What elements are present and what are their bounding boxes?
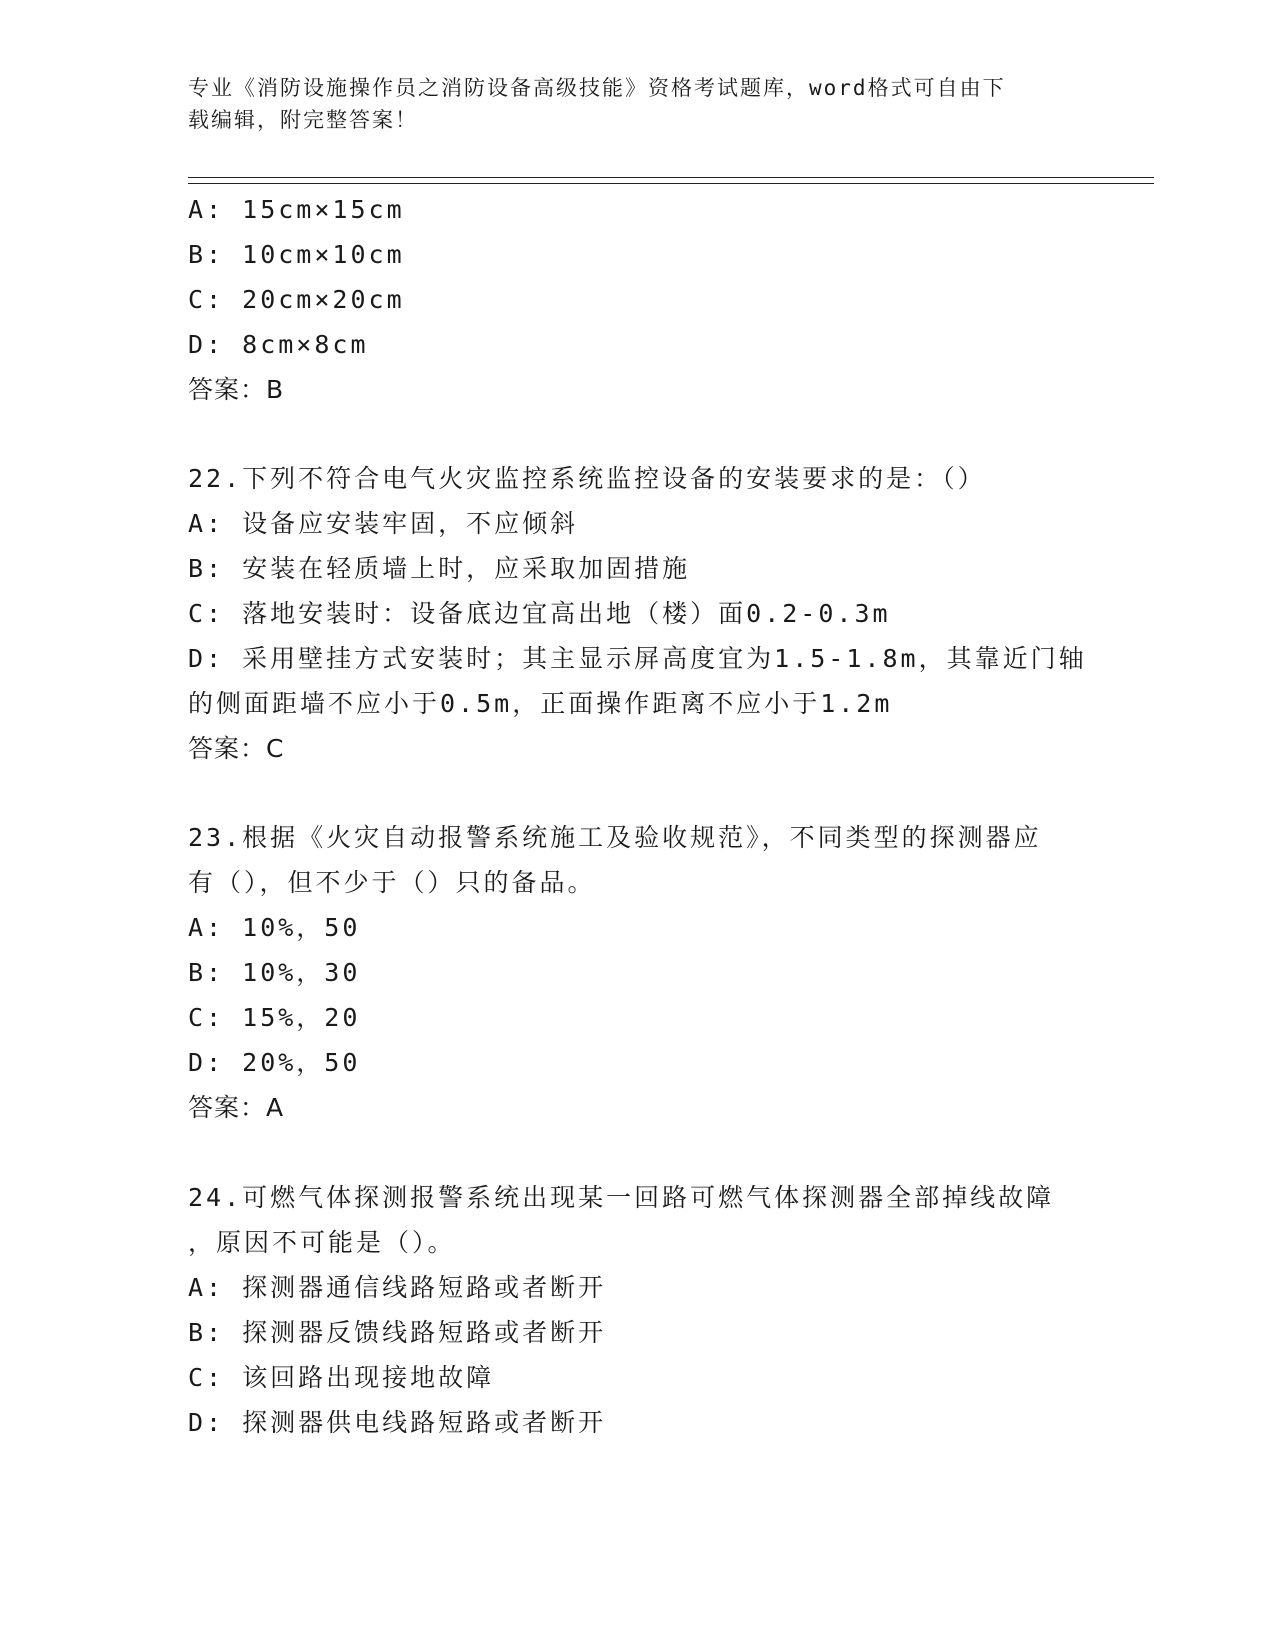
q23-stem-line-2: 有（），但不少于（）只的备品。 [188,868,596,897]
q23-option-d: D: 20%，50 [188,1048,361,1077]
q24-option-c: C: 该回路出现接地故障 [188,1363,495,1392]
q24-option-b: B: 探测器反馈线路短路或者断开 [188,1318,607,1347]
q21-option-c: C: 20cm×20cm [188,285,405,314]
q22-option-b: B: 安装在轻质墙上时，应采取加固措施 [188,554,691,583]
q22-option-c: C: 落地安装时：设备底边宜高出地（楼）面0.2-0.3m [188,599,891,628]
q22-option-d-line-1: D: 采用壁挂方式安装时；其主显示屏高度宜为1.5-1.8m，其靠近门轴 [188,644,1087,673]
q21-option-a: A: 15cm×15cm [188,195,405,224]
q24-stem-line-1: 24.可燃气体探测报警系统出现某一回路可燃气体探测器全部掉线故障 [188,1183,1055,1212]
q24-option-a: A: 探测器通信线路短路或者断开 [188,1273,607,1302]
page-header [188,72,1088,136]
q24-option-d: D: 探测器供电线路短路或者断开 [188,1408,607,1437]
q23-option-c: C: 15%，20 [188,1003,361,1032]
q21-option-d: D: 8cm×8cm [188,330,369,359]
q23-answer: 答案：A [188,1093,285,1122]
header-divider-bottom [188,183,1154,184]
q22-stem: 22.下列不符合电气火灾监控系统监控设备的安装要求的是：（） [188,464,986,493]
header-divider-top [188,177,1154,178]
q21-option-b: B: 10cm×10cm [188,240,405,269]
header-line-1: 专业《消防设施操作员之消防设备高级技能》资格考试题库，word格式可自由下 [188,76,1006,100]
q23-option-b: B: 10%，30 [188,958,361,987]
q22-answer: 答案：C [188,734,285,763]
q24-stem-line-2: ，原因不可能是（）。 [188,1228,456,1257]
q23-option-a: A: 10%，50 [188,913,361,942]
q21-answer: 答案：B [188,375,285,404]
q22-option-a: A: 设备应安装牢固，不应倾斜 [188,509,579,538]
q22-option-d-line-2: 的侧面距墙不应小于0.5m，正面操作距离不应小于1.2m [188,689,893,718]
header-line-2: 载编辑，附完整答案！ [188,108,418,132]
q23-stem-line-1: 23.根据《火灾自动报警系统施工及验收规范》，不同类型的探测器应 [188,823,1042,852]
